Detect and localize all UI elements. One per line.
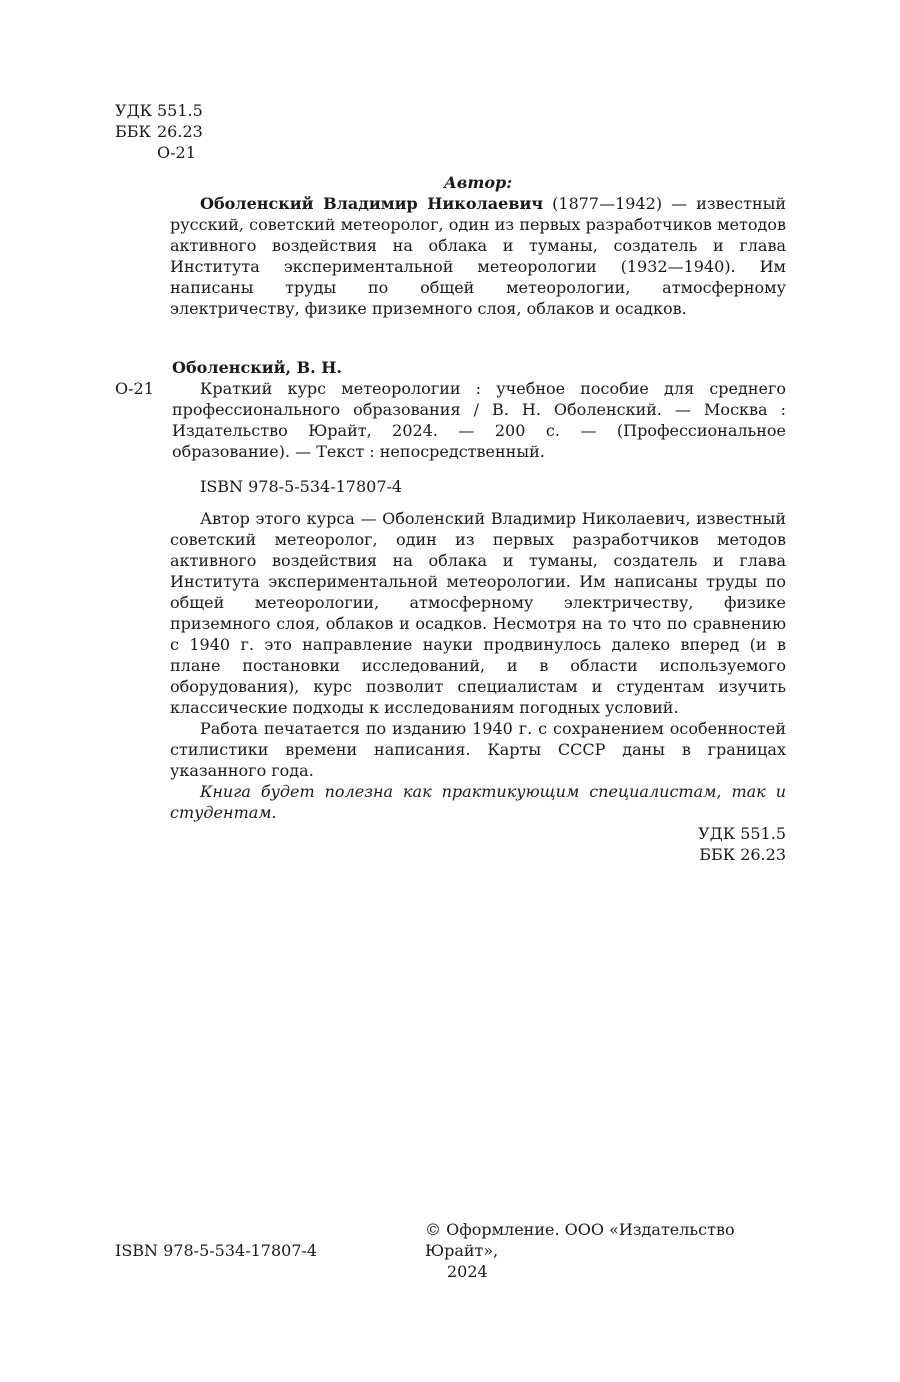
author-code: О-21 (157, 143, 196, 162)
author-bio (170, 193, 786, 319)
udk-row (115, 100, 315, 121)
copyright-line-1: © Оформление. ООО «Издательство Юрайт», (425, 1220, 735, 1260)
udk-label: УДК (115, 101, 152, 120)
udk-value: 551.5 (157, 101, 203, 120)
bbk-row (115, 121, 315, 142)
isbn-footer: ISBN 978-5-534-17807-4 (115, 1241, 318, 1260)
copyright-line-2: 2024 (447, 1262, 488, 1281)
copyright-notice (425, 1219, 790, 1282)
bbk-right: ББК 26.23 (699, 845, 786, 864)
author-name: Оболенский Владимир Николаевич (200, 194, 544, 213)
classification-codes-right (600, 823, 786, 865)
isbn-main: ISBN 978-5-534-17807-4 (200, 477, 403, 496)
udk-right: УДК 551.5 (698, 824, 786, 843)
author-heading: Автор: (443, 173, 513, 192)
annotation-paragraph: Автор этого курса — Оболенский Владимир Николаевич, известный советский метеоролог, один из первых разработчиков методов активного воздействия на облака и туманы, создатель и глава Института экспериментальной метеорологии. Им написаны труды по общей метеорологии, атмосферному электричеству, физике приземного слоя, облаков и осадков. Несмотря на то что по сравнению с 1940 г. это направление науки продвинулось далеко вперед (и в плане постановки исследований, и в области используемого оборудования), курс позволит специалистам и студентам изучить классические подходы к исследованиям погодных условий. (170, 509, 786, 717)
annotation-note: Книга будет полезна как практикующим специалистам, так и студентам. (170, 782, 786, 822)
classification-codes (115, 100, 315, 163)
author-bio-text: (1877—1942) — известный русский, советский метеоролог, один из первых разработчиков методов активного воздействия на облака и туманы, создатель и глава Института экспериментальной метеорологии (1932—1940). Им написаны труды по общей метеорологии, атмосферному электричеству, физике приземного слоя, облаков и осадков. (170, 194, 787, 318)
catalog-author-heading: Оболенский, В. Н. (172, 358, 342, 377)
catalog-description: Краткий курс метеорологии : учебное пособие для среднего профессионального образования / В. Н. Оболенский. — Москва : Издательство Юрайт, 2024. — 200 с. — (Профессиональное образование). — Текст : непосредственный. (172, 379, 786, 461)
bbk-label: ББК (115, 122, 151, 141)
annotation (170, 508, 786, 823)
annotation-paragraph: Работа печатается по изданию 1940 г. с сохранением особенностей стилистики времени написания. Карты СССР даны в границах указанного года. (170, 719, 786, 780)
bbk-value: 26.23 (157, 122, 203, 141)
catalog-author-code: О-21 (115, 379, 154, 398)
